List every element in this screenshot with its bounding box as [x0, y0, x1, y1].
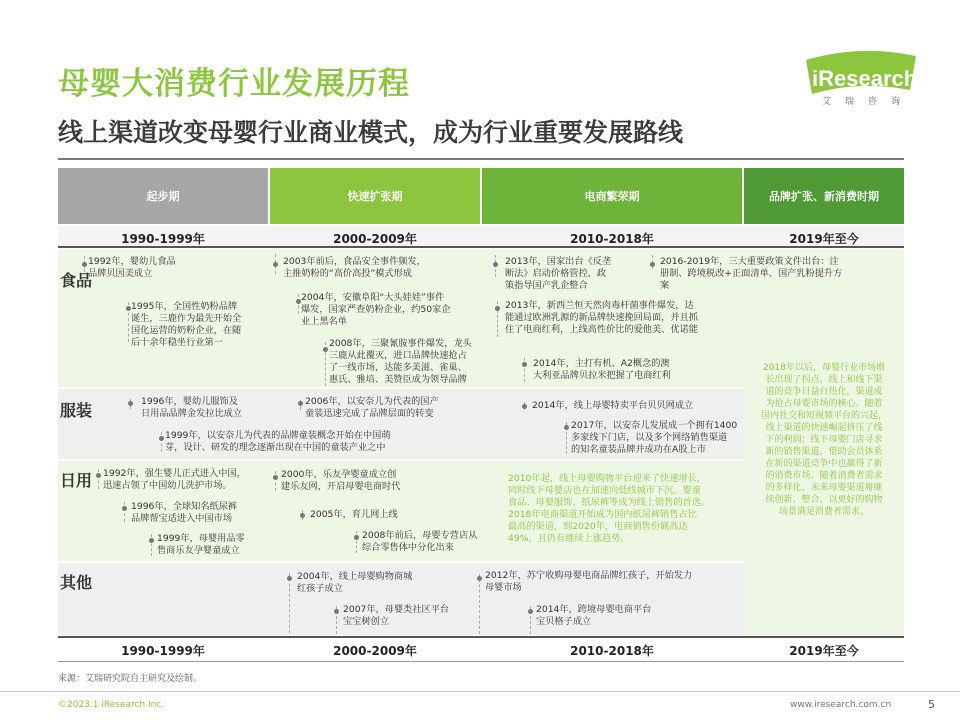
- logo-tagline: 艾瑞咨询: [822, 97, 915, 107]
- summary-text: 2018年以后，母婴行业市场增 长出现了拐点，线上和线下渠 道的竞争日益白热化，渠道成 为抢占母婴市场的核心。随着 国内社交和短视频平台的兴起， 线上渠道的快速崛起挤压了线 下的利润；线下母婴门店寻求 新的销售渠道，借助会员体系 在新的渠道竞争中也赢得了新 的消费市场。随着消费者需求 的多样化，未来母婴渠道将继 续创新、整合，以更好的购物 场景满足消费者需求。: [760, 363, 887, 517]
- year-label-bottom: 2019年至今: [789, 644, 859, 658]
- timeline-dot: [354, 535, 359, 540]
- timeline-dot: [323, 347, 328, 352]
- timeline-dot: [477, 576, 482, 581]
- event-daily-2010: 2010年起，线上母婴购物平台迎来了快速增长， 同时线下母婴店也在加速向低线城市下沉。婴童 食品、母婴服饰、纸尿裤等成为线上销售的首选。 2018年电商渠道开始成为国内纸尿裤销售占比 最高的渠道，到2020年，电商销售份额高达 49%，且仍有继续上涨趋势。: [508, 473, 711, 544]
- event-clothing-2006: 2006年，以安奈儿为代表的国产 童装迅速完成了品牌层面的转变: [305, 396, 439, 419]
- timeline-dot: [273, 475, 278, 480]
- page-title: 母婴大消费行业发展历程: [58, 66, 410, 102]
- timeline-dot: [159, 436, 164, 441]
- year-overline: [58, 636, 904, 638]
- timeline-dot: [522, 362, 527, 367]
- year-label-bottom: 2000-2009年: [333, 644, 417, 658]
- page-number: 5: [928, 698, 935, 711]
- year-underline: [58, 246, 904, 248]
- footer-copyright: ©2023.1 iResearch Inc.: [58, 700, 165, 710]
- phase-header-new-consumption: 品牌扩张、新消费时期: [744, 168, 904, 224]
- phase-header-startup: 起步期: [58, 168, 268, 224]
- year-label-top: 2010-2018年: [570, 232, 654, 246]
- event-clothing-1996: 1996年，婴幼儿服饰及 日用品品牌金发拉比成立: [141, 396, 243, 419]
- timeline-dot: [334, 609, 339, 614]
- event-food-2003: 2003年前后，食品安全事件频发， 主推奶粉的“高价高投”模式形成: [283, 256, 426, 279]
- timeline-dot: [287, 576, 292, 581]
- footer-rule: [0, 691, 960, 692]
- event-daily-2005: 2005年，育儿网上线: [310, 509, 398, 520]
- year-label-top: 1990-1999年: [121, 232, 205, 246]
- event-clothing-1999: 1999年，以安奈儿为代表的品牌童装概念开始在中国萌 芽，设计、研发的理念逐渐出现在中国的童装产业之中: [165, 430, 391, 453]
- event-daily-2000: 2000年，乐友孕婴童成立创 建乐友网，开启母婴电商时代: [281, 469, 401, 492]
- category-other: 其他: [60, 573, 93, 592]
- footer-website[interactable]: www.iresearch.com.cn: [790, 700, 892, 710]
- event-food-2016: 2016-2019年，三大重要政策文件出台：注 册制、跨境税改+正面清单、国产乳粉提升方 案: [660, 256, 843, 291]
- event-food-2013-policy: 2013年，国家出台《反垄 断法》启动价格管控，政 策指导国产乳企整合: [505, 256, 612, 291]
- timeline-dot: [122, 506, 127, 511]
- timeline-dot: [528, 609, 533, 614]
- event-clothing-2017: 2017年，以安奈儿发展成一个拥有1400 多家线下门店，以及多个网络销售渠道 的知名童装品牌并成功在A股上市: [571, 420, 738, 455]
- timeline-dot: [495, 306, 500, 311]
- phase-header-ecommerce: 电商繁荣期: [482, 168, 742, 224]
- year-label-bottom: 2010-2018年: [570, 644, 654, 658]
- event-other-2004: 2004年，线上母婴购物商城 红孩子成立: [297, 571, 413, 594]
- timeline-dot: [298, 401, 303, 406]
- category-food: 食品: [60, 271, 93, 290]
- top-divider: [58, 158, 904, 160]
- event-daily-1996: 1996年，全球知名纸尿裤 品牌帮宝适进入中国市场: [131, 501, 238, 524]
- timeline-dot: [96, 473, 101, 478]
- event-food-1995: 1995年，全国性奶粉品牌 诞生，三鹿作为最先开始全 国化运营的奶粉企业，在随 后十余年稳坐行业第一: [131, 301, 242, 348]
- year-label-top: 2000-2009年: [333, 232, 417, 246]
- timeline-dot: [300, 513, 305, 518]
- iresearch-logo: [800, 50, 918, 110]
- timeline-dot: [650, 262, 655, 267]
- phase-header-expansion: 快速扩张期: [270, 168, 480, 224]
- event-daily-1992: 1992年，强生婴儿正式进入中国， 迅速占领了中国幼儿洗护市场。: [103, 468, 246, 491]
- event-food-2008: 2008年，三聚氰胺事件爆发，龙头 三鹿从此覆灭，进口品牌快速抢占 了一线市场，达能多美滋、雀巢、 惠氏、雅培、美赞臣成为领导品牌: [329, 338, 472, 385]
- timeline-dot: [273, 262, 278, 267]
- page-subtitle: 线上渠道改变母婴行业商业模式，成为行业重要发展路线: [58, 118, 684, 147]
- timeline-dot: [493, 262, 498, 267]
- event-food-2013-dairy: 2013年，新西兰恒天然肉毒杆菌事件爆发，达 能通过欧洲乳源的新品牌快速挽回局面，并且抓 住了电商红利，上线高性价比的爱他美、优诺能: [505, 300, 698, 335]
- logo-wordmark: iResearch: [812, 66, 918, 91]
- year-label-top: 2019年至今: [789, 232, 859, 246]
- timeline-dot: [82, 262, 87, 267]
- event-clothing-2014: 2014年，线上母婴特卖平台贝贝网成立: [532, 400, 694, 411]
- timeline-dot: [128, 401, 133, 406]
- event-other-2014: 2014年，跨境母婴电商平台 宝贝格子成立: [536, 604, 652, 627]
- event-food-1992: 1992年，婴幼儿食品 品牌贝因美成立: [88, 256, 176, 279]
- category-clothing: 服装: [60, 401, 93, 420]
- event-other-2007: 2007年，母婴类社区平台 宝宝树创立: [343, 604, 450, 627]
- event-daily-1999: 1999年，母婴用品零 售商乐友孕婴童成立: [157, 533, 245, 556]
- event-food-2014: 2014年，主打有机、A2概念的澳 大利亚品牌贝拉米把握了电商红利: [533, 358, 671, 381]
- source-note: 来源：艾瑞研究院自主研究及绘制。: [58, 674, 203, 684]
- event-daily-2008: 2008年前后，母婴专营店从 综合零售体中分化出来: [362, 530, 478, 553]
- category-daily: 日用: [60, 471, 93, 490]
- timeline-dot: [522, 404, 527, 409]
- event-other-2012: 2012年，苏宁收购母婴电商品牌红孩子，开始发力 母婴市场: [485, 570, 693, 593]
- year-label-bottom: 1990-1999年: [121, 644, 205, 658]
- timeline-dot: [149, 538, 154, 543]
- bottom-divider: [58, 661, 904, 662]
- event-food-2004: 2004年，安徽阜阳“大头娃娃”事件 爆发，国家严查奶粉企业，约50家企 业上黑名单: [301, 292, 451, 327]
- timeline-dot: [564, 425, 569, 430]
